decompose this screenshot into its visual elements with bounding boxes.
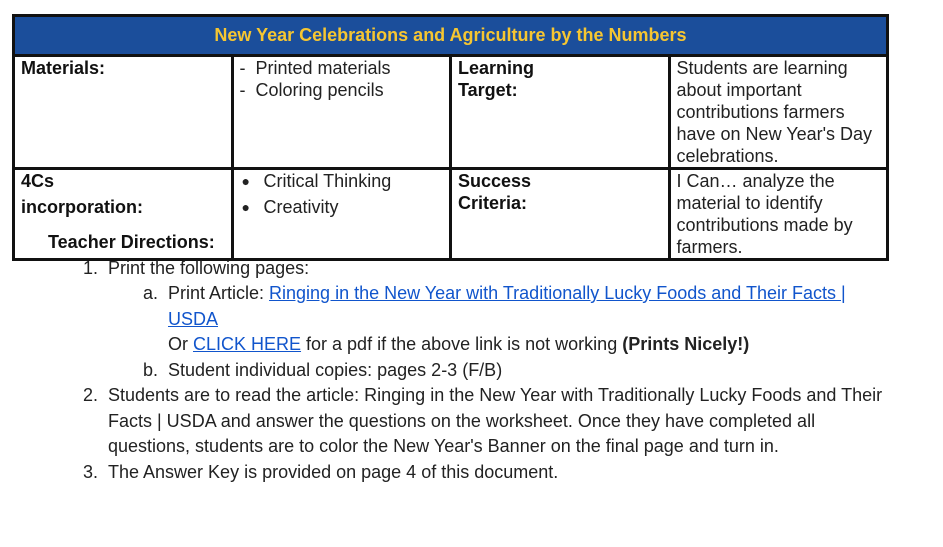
list-item: b. Student individual copies: pages 2-3 (F/B) [142,359,503,380]
list-item: ● Critical Thinking [241,171,392,191]
learning-target-text: Students are learning about important contributions farmers have on New Year's Day celebrations. [669,56,888,169]
teacher-directions [48,230,908,485]
success-criteria-text: I Can… analyze the material to identify contributions made by farmers. [669,169,888,260]
lesson-plan-table [12,14,889,261]
list-item: 2. Students are to read the article: Ringing in the New Year with Traditionally Lucky Foods and Their Facts | USDA and answer the questions on the worksheet. Once they have completed all questions, students are to color the New Year's Banner on the final page and turn in. [82,385,883,456]
list-item: 3. The Answer Key is provided on page 4 of this document. [82,461,559,482]
table-title: New Year Celebrations and Agriculture by the Numbers [14,16,888,56]
directions-heading: Teacher Directions: [48,232,215,252]
success-criteria-label: Success Criteria: [451,169,670,260]
materials-list [232,56,451,169]
list-item: ● Creativity [241,197,339,217]
list-item: a. Print Article: Ringing in the New Year with Traditionally Lucky Foods and Their Facts | USDA Or CLICK HERE for a pdf if the above link is not working (Prints Nicely!) [142,283,846,354]
click-here-link[interactable]: CLICK HERE [193,334,302,354]
materials-label: Materials: [14,56,233,169]
article-link[interactable]: Ringing in the New Year with Traditionally Lucky Foods and Their Facts | USDA [168,283,846,329]
four-cs-label: 4Cs incorporation: [14,169,233,260]
list-item: - Printed materials [239,58,391,78]
list-item: - Coloring pencils [239,80,384,100]
learning-target-label: Learning Target: [451,56,670,169]
list-item: 1. Print the following pages: [82,257,310,278]
